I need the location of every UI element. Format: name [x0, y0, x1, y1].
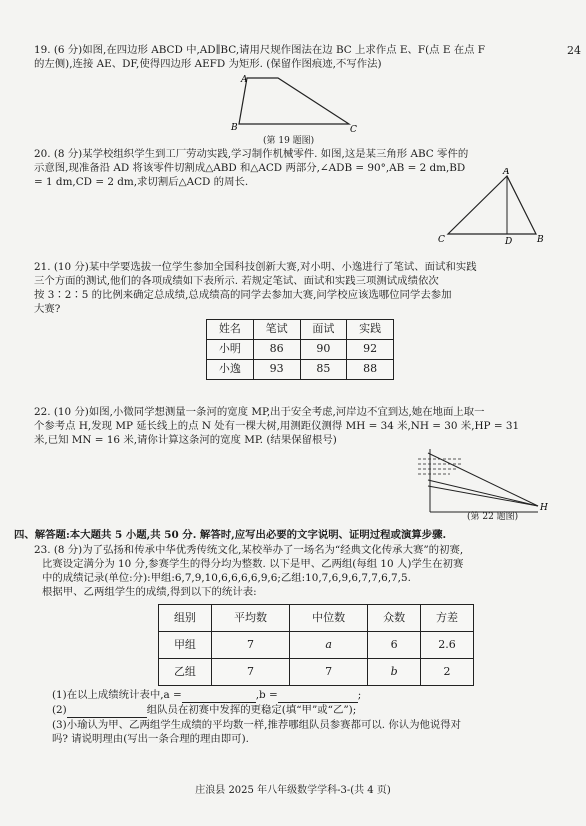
- answer-blank-b[interactable]: [278, 688, 358, 703]
- table-cell: 93: [253, 360, 300, 380]
- table-cell: 2.6: [421, 632, 474, 659]
- question-21-score-table: [206, 319, 394, 380]
- table-cell: 86: [253, 340, 300, 360]
- table-header: 实践: [347, 320, 394, 340]
- question-22-caption: (第 22 题图): [467, 512, 519, 522]
- table-header: 面试: [300, 320, 347, 340]
- label-d: D: [505, 237, 513, 247]
- subquestion-1-text-b: ,b =: [255, 689, 278, 701]
- subquestion-1: [52, 688, 556, 703]
- question-19-caption: (第 19 题图): [263, 136, 315, 146]
- table-cell: 甲组: [159, 632, 212, 659]
- table-cell: b: [368, 659, 421, 686]
- table-header: 平均数: [211, 605, 289, 632]
- subquestion-2-text-b: 组队员在初赛中发挥的更稳定(填“甲”或“乙”);: [146, 704, 357, 717]
- answer-blank-group[interactable]: [67, 703, 147, 718]
- question-23-subquestions: [52, 688, 556, 747]
- sightline-top: [428, 453, 538, 506]
- subquestion-3-line1: (3)小瑜认为甲、乙两组学生成绩的平均数一样,推荐哪组队员参赛都可以. 你认为他说得对: [52, 719, 462, 732]
- question-23-text-line2: 比赛设定满分为 10 分,参赛学生的得分均为整数. 以下是甲、乙两组(每组 10 人)学生在初赛: [42, 558, 464, 571]
- question-23-text-line3: 中的成绩记录(单位:分):甲组:6,7,9,10,6,6,6,6,9,6;乙组:10,7,6,9,6,7,7,6,7,5.: [42, 572, 411, 585]
- table-cell: a: [290, 632, 368, 659]
- table-header: 方差: [421, 605, 474, 632]
- question-22: [34, 405, 554, 447]
- page-footer: 庄浪县 2025 年八年级数学学科-3-(共 4 页): [195, 785, 391, 796]
- subquestion-1-text-a: (1)在以上成绩统计表中,a =: [52, 689, 182, 701]
- table-cell: 90: [300, 340, 347, 360]
- label-a: A: [503, 168, 510, 177]
- question-23-text-line4: 根据甲、乙两组学生的成绩,得到以下的统计表:: [42, 586, 257, 599]
- subquestion-3-line2: 吗? 请说明理由(写出一条合理的理由即可).: [52, 733, 249, 746]
- question-21-text-line1: 21. (10 分)某中学要选拔一位学生参加全国科技创新大赛,对小明、小逸进行了笔试、面试和实践: [34, 261, 477, 273]
- question-19-figure: [226, 72, 366, 142]
- label-c: C: [350, 125, 357, 135]
- subquestion-1-text-c: ;: [357, 689, 362, 701]
- table-header: 姓名: [207, 320, 254, 340]
- question-20-text-line2: 示意图,现准备沿 AD 将该零件切割成△ABD 和△ACD 两部分,∠ADB = 90°,AB = 2 dm,BD: [34, 162, 466, 175]
- table-header: 中位数: [290, 605, 368, 632]
- sightline-low: [428, 486, 538, 506]
- table-cell: 88: [347, 360, 394, 380]
- table-cell: 小明: [207, 340, 254, 360]
- answer-blank-a[interactable]: [182, 688, 256, 703]
- question-22-text-line1: 22. (10 分)如图,小微同学想测量一条河的宽度 MP,出于安全考虑,河岸边不宜到达,她在地面上取一: [34, 406, 485, 418]
- question-22-text-line3: 米,已知 MN = 16 米,请你计算这条河的宽度 MP. (结果保留根号): [34, 434, 337, 447]
- question-20-figure: [430, 168, 550, 250]
- table-header: 组别: [159, 605, 212, 632]
- table-header: 笔试: [253, 320, 300, 340]
- section-4-heading: 四、解答题:本大题共 5 小题,共 50 分. 解答时,应写出必要的文字说明、证明过程或演算步骤.: [14, 529, 447, 541]
- table-cell: 7: [211, 659, 289, 686]
- label-b: B: [537, 235, 544, 245]
- question-23-stats-table: [158, 604, 474, 686]
- question-19: [34, 43, 554, 71]
- label-c: C: [438, 235, 445, 245]
- triangle-abc: [448, 176, 536, 234]
- table-cell: 7: [290, 659, 368, 686]
- question-21-text-line4: 大赛?: [34, 303, 61, 316]
- table-cell: 85: [300, 360, 347, 380]
- sightline-mid: [428, 480, 538, 506]
- subquestion-2-text-a: (2): [52, 704, 67, 717]
- label-h: H: [540, 503, 548, 513]
- question-20-text-line1: 20. (8 分)某学校组织学生到工厂劳动实践,学习制作机械零件. 如图,这是某三角形 ABC 零件的: [34, 148, 469, 160]
- page-number: 24: [567, 44, 581, 57]
- question-22-figure: [400, 446, 554, 518]
- question-19-text-line2: 的左侧),连接 AE、DF,使得四边形 AEFD 为矩形. (保留作图痕迹,不写作法): [34, 58, 382, 71]
- question-19-text-line1: 19. (6 分)如图,在四边形 ABCD 中,AD∥BC,请用尺规作图法在边 BC 上求作点 E、F(点 E 在点 F: [34, 44, 486, 56]
- table-cell: 7: [211, 632, 289, 659]
- table-cell: 6: [368, 632, 421, 659]
- label-a: A: [241, 75, 248, 85]
- question-21-text-line2: 三个方面的测试,他们的各项成绩如下表所示. 若规定笔试、面试和实践三项测试成绩依次: [34, 275, 439, 288]
- question-23-text-line1: 23. (8 分)为了弘扬和传承中华优秀传统文化,某校举办了一场名为“经典文化传承大赛”的初赛,: [34, 544, 464, 556]
- table-cell: 92: [347, 340, 394, 360]
- subquestion-2: [52, 703, 556, 718]
- label-b: B: [231, 123, 238, 133]
- table-cell: 小逸: [207, 360, 254, 380]
- trapezoid-abcd: [239, 78, 349, 124]
- question-22-text-line2: 个参考点 H,发现 MP 延长线上的点 N 处有一棵大树,用测距仪测得 MH = 34 米,NH = 30 米,HP = 31: [34, 420, 520, 433]
- question-21: [34, 260, 554, 317]
- table-cell: 乙组: [159, 659, 212, 686]
- question-21-text-line3: 按 3∶2∶5 的比例来确定总成绩,总成绩高的同学去参加大赛,问学校应该选哪位同学去参加: [34, 289, 452, 302]
- question-20-text-line3: = 1 dm,CD = 2 dm,求切割后△ACD 的周长.: [34, 176, 249, 189]
- table-cell: 2: [421, 659, 474, 686]
- question-23: [34, 543, 554, 600]
- table-header: 众数: [368, 605, 421, 632]
